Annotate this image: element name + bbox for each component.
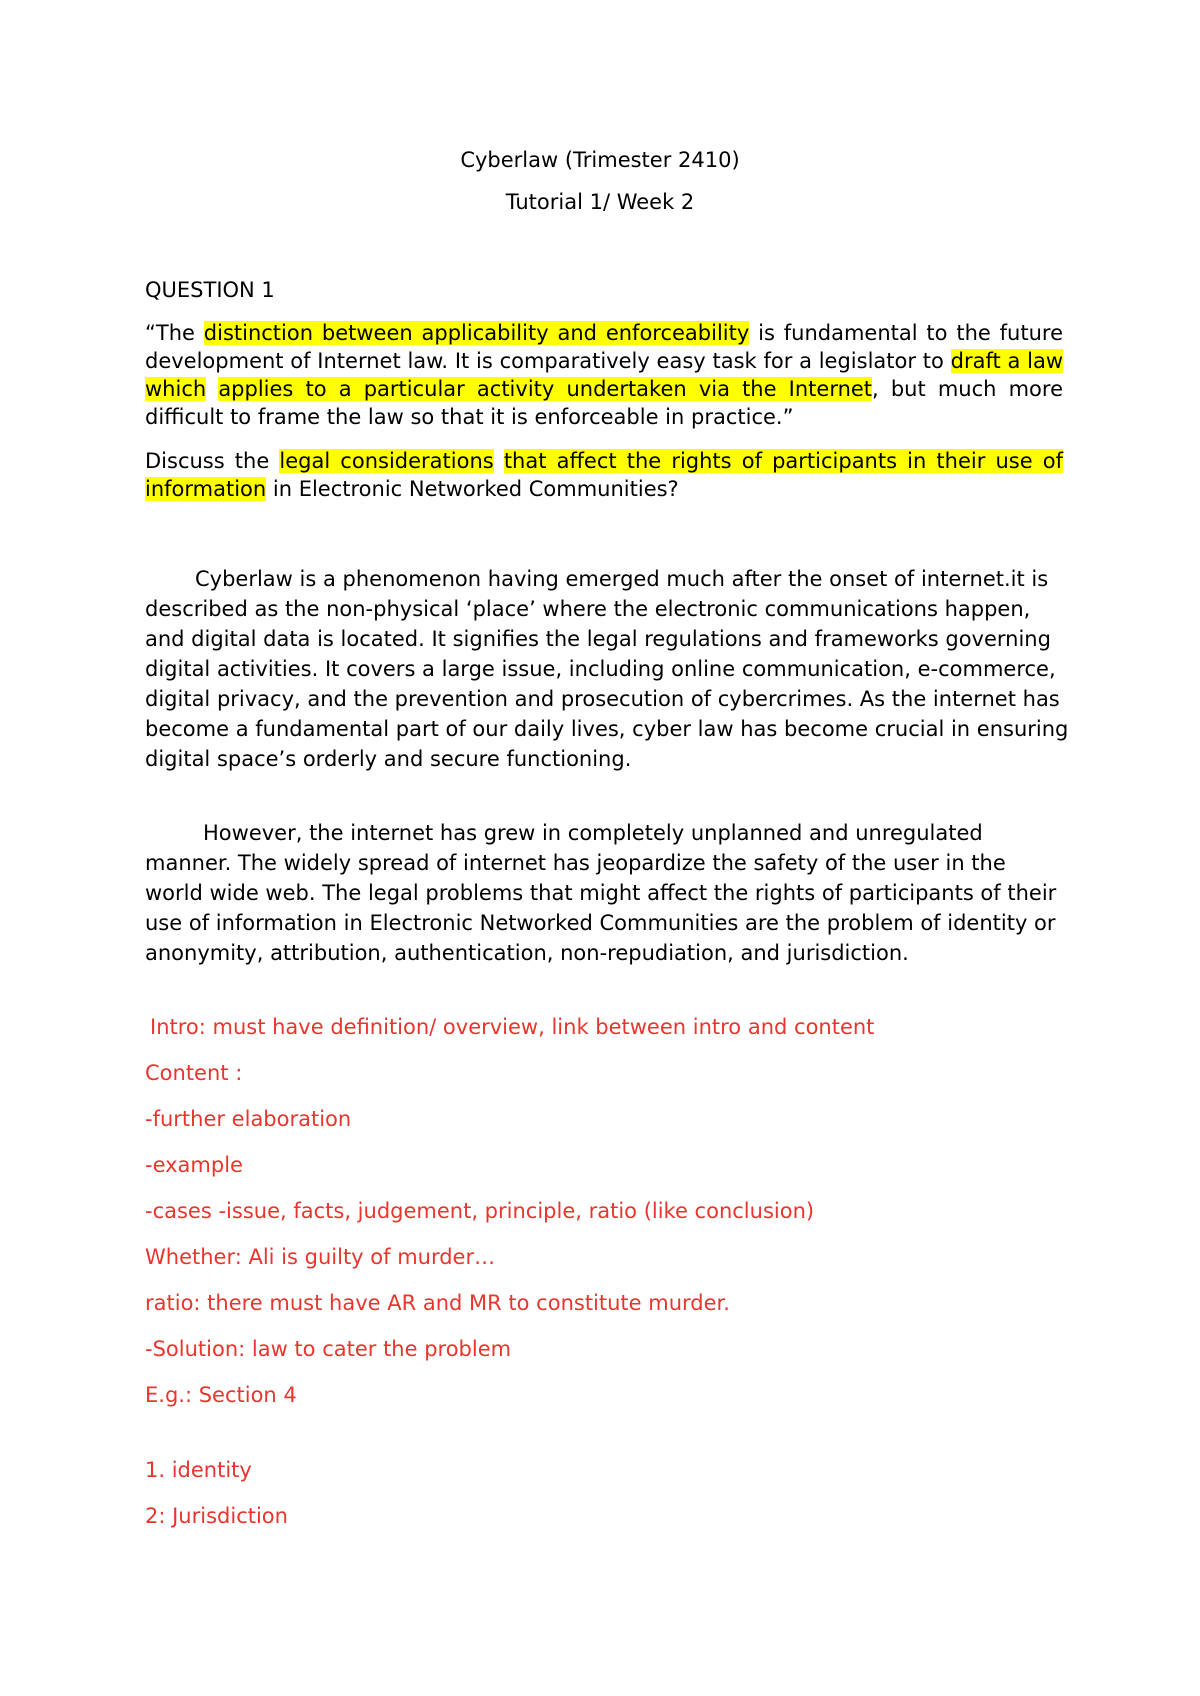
discuss-text: in Electronic Networked Communities?: [266, 477, 679, 501]
note-content: Content :: [145, 1061, 243, 1085]
note-cases: -cases -issue, facts, judgement, principle, ratio (like conclusion): [145, 1199, 815, 1223]
note-eg: E.g.: Section 4: [145, 1383, 297, 1407]
quote-text: “The: [145, 321, 204, 345]
quote-text: is fundamental to the future development of Internet law. It is comparatively easy task for a legislator to: [145, 321, 1063, 373]
discuss-text: Discuss the: [145, 449, 280, 473]
quote-text: [206, 377, 218, 401]
quote-highlight: applies to a particular activity undertaken via the Internet: [218, 377, 873, 401]
discuss-highlight: legal considerations: [279, 449, 494, 473]
discuss-text: [494, 449, 504, 473]
note-elaboration: -further elaboration: [145, 1107, 352, 1131]
quote-text: , but much more difficult to frame the law so that it is enforceable in practice.”: [145, 377, 1063, 429]
question-heading: QUESTION 1: [145, 278, 275, 302]
question-discuss: [145, 447, 1063, 503]
document-subtitle: Tutorial 1/ Week 2: [505, 190, 695, 214]
document-title: Cyberlaw (Trimester 2410): [460, 148, 740, 172]
note-ratio: ratio: there must have AR and MR to constitute murder.: [145, 1291, 730, 1315]
note-whether: Whether: Ali is guilty of murder…: [145, 1245, 496, 1269]
quote-highlight: draft a law which: [145, 349, 1063, 401]
note-intro: Intro: must have definition/ overview, link between intro and content: [150, 1015, 875, 1039]
answer-paragraph-1: Cyberlaw is a phenomenon having emerged much after the onset of internet.it is described as the non-physical ‘place’ where the electronic communications happen, and digital data is located. It signifies the legal regulations and frameworks governing digital activities. It covers a large issue, including online communication, e-commerce, digital privacy, and the prevention and prosecution of cybercrimes. As the internet has become a fundamental part of our daily lives, cyber law has become crucial in ensuring digital space’s orderly and secure functioning.: [145, 567, 1069, 771]
note-list-item-jurisdiction: 2: Jurisdiction: [145, 1504, 288, 1528]
note-solution: -Solution: law to cater the problem: [145, 1337, 512, 1361]
discuss-highlight: that affect the rights of participants in their use of information: [145, 449, 1063, 501]
note-list-item-identity: 1. identity: [145, 1458, 252, 1482]
question-quote: [145, 319, 1063, 431]
note-example: -example: [145, 1153, 243, 1177]
answer-paragraph-2: However, the internet has grew in completely unplanned and unregulated manner. The widely spread of internet has jeopardize the safety of the user in the world wide web. The legal problems that might affect the rights of participants of their use of information in Electronic Networked Communities are the problem of identity or anonymity, attribution, authentication, non-repudiation, and jurisdiction.: [145, 821, 1057, 965]
quote-highlight: distinction between applicability and enforceability: [203, 321, 750, 345]
